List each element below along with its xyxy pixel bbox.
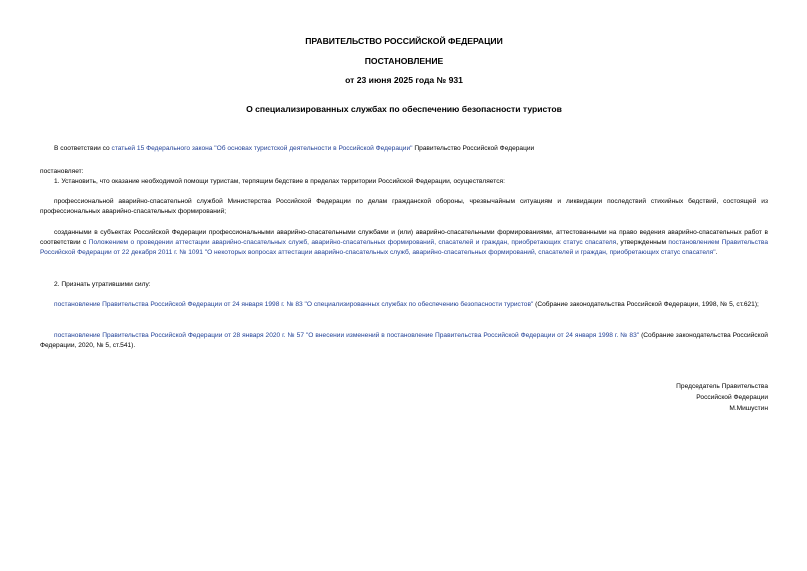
doc-title: О специализированных службах по обеспечению безопасности туристов bbox=[246, 104, 562, 114]
document-page bbox=[40, 0, 768, 571]
resolution-1091-link[interactable]: постановлением Правительства Российской Федерации от 22 декабря 2011 г. № 1091 "О некоторых вопросах аттестации аварийно-спасательных служб, аварийно-спасательных формирований, спасателей и граждан, приобретающих статус спасателя" bbox=[40, 239, 769, 256]
resolution-83-link[interactable]: постановление Правительства Российской Федерации от 24 января 1998 г. № 83 "О специализированных службах по обеспечению безопасности туристов" bbox=[54, 301, 534, 308]
org-name: ПРАВИТЕЛЬСТВО РОССИЙСКОЙ ФЕДЕРАЦИИ bbox=[305, 36, 503, 46]
item1-b-paragraph bbox=[40, 228, 768, 258]
item2-a-paragraph bbox=[40, 300, 768, 310]
signature-position-line2: Российской Федерации bbox=[696, 394, 768, 401]
item2-b-paragraph bbox=[40, 331, 768, 351]
item1-b-suffix: . bbox=[715, 249, 718, 256]
item1-lead: 1. Установить, что оказание необходимой помощи туристам, терпящим бедствие в пределах территории Российской Федерации, осуществляется: bbox=[54, 178, 505, 185]
item1-b-mid: , утвержденным bbox=[616, 239, 669, 246]
signature-position-line1: Председатель Правительства bbox=[676, 383, 768, 390]
law-article-link[interactable]: статьей 15 Федерального закона "Об основах туристской деятельности в Российской Федерации" bbox=[111, 145, 413, 152]
intro-suffix: Правительство Российской Федерации bbox=[412, 145, 535, 152]
item1-a-paragraph: профессиональной аварийно-спасательной службой Министерства Российской Федерации по делам гражданской обороны, чрезвычайным ситуациям и ликвидации последствий стихийных бедствий, состоящей из профессиональных аварийно-спасательных формирований; bbox=[40, 198, 768, 215]
intro-prefix: В соответствии со bbox=[54, 145, 112, 152]
decree-word: постановляет: bbox=[40, 168, 84, 175]
resolution-57-link[interactable]: постановление Правительства Российской Федерации от 28 января 2020 г. № 57 "О внесении изменений в постановление Правительства Российской Федерации от 24 января 1998 г. № 83" bbox=[54, 332, 640, 339]
doc-type: ПОСТАНОВЛЕНИЕ bbox=[364, 56, 444, 66]
item1-b-prefix: созданными в субъектах Российской Федерации профессиональными аварийно-спасательными службами и (или) аварийно-спасательными формированиями, аттестованными на право ведения аварийно-спасательных работ в соответствии с bbox=[40, 229, 768, 246]
intro-paragraph bbox=[40, 144, 768, 154]
item2-b-suffix: (Собрание законодательства Российской Федерации, 2020, № 5, ст.541). bbox=[40, 332, 768, 349]
item2-lead: 2. Признать утратившими силу: bbox=[54, 281, 151, 288]
doc-date-number: от 23 июня 2025 года № 931 bbox=[345, 75, 463, 85]
item2-a-suffix: (Собрание законодательства Российской Федерации, 1998, № 5, ст.621); bbox=[533, 301, 759, 308]
attestation-regulation-link[interactable]: Положением о проведении аттестации аварийно-спасательных служб, аварийно-спасательных формирований, спасателей и граждан, приобретающих статус спасателя bbox=[88, 239, 617, 246]
signature-name: М.Мишустин bbox=[729, 405, 768, 412]
